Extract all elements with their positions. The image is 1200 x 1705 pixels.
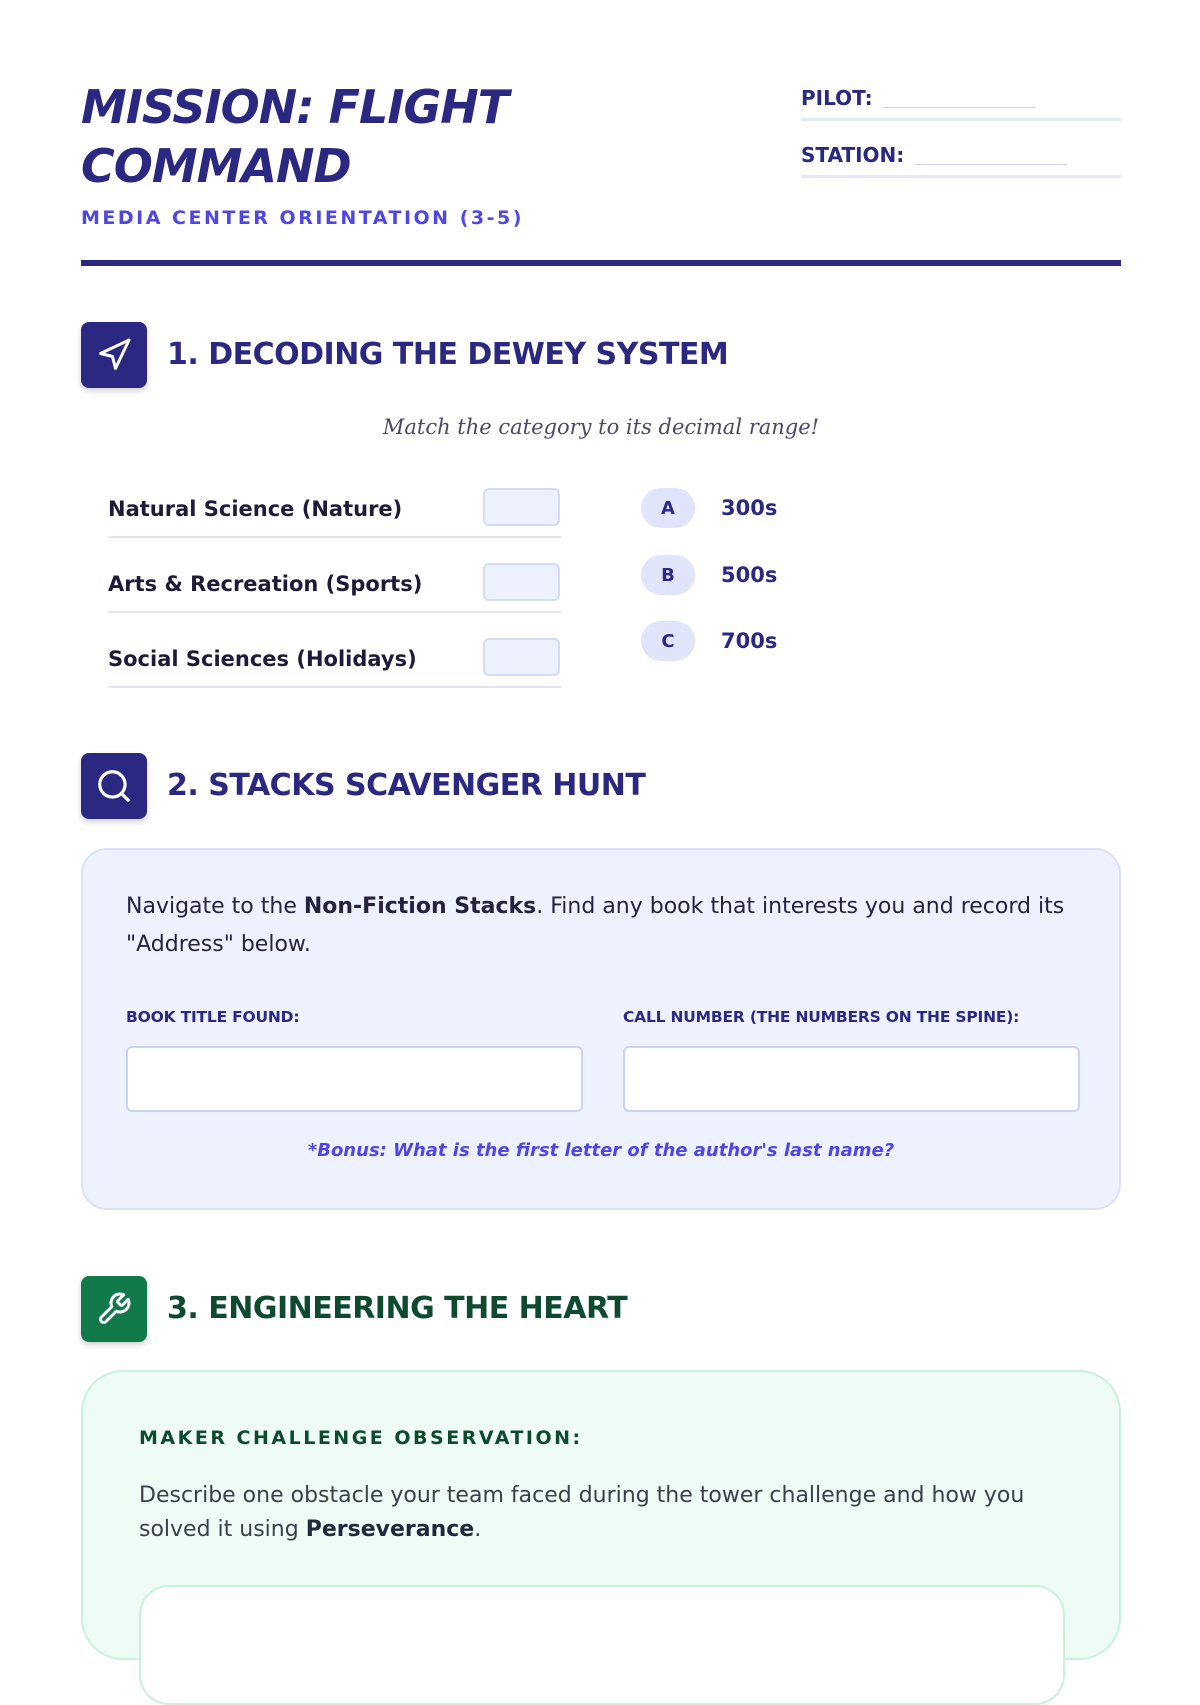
dewey-option: [641, 488, 841, 528]
answer-box[interactable]: [483, 488, 560, 526]
pilot-field[interactable]: [801, 80, 1121, 121]
option-letter-badge: A: [641, 488, 695, 528]
intro-emphasis: Non-Fiction Stacks: [303, 894, 537, 919]
dewey-match-row: [108, 488, 562, 538]
intro-text: Navigate to the: [126, 894, 304, 919]
search-icon: [81, 753, 147, 819]
prompt-text: Describe one obstacle your team faced during the tower challenge and how you solved it using: [139, 1483, 1025, 1542]
station-field[interactable]: [801, 137, 1121, 178]
intro-text: . Find any book that interests you and record its "Address" below.: [126, 894, 1065, 957]
section-3-title: 3. ENGINEERING THE HEART: [167, 1291, 628, 1326]
call-number-label: CALL NUMBER (THE NUMBERS ON THE SPINE):: [623, 1008, 1020, 1026]
option-letter-badge: B: [641, 555, 695, 595]
wrench-icon: [81, 1276, 147, 1342]
option-letter-badge: C: [641, 621, 695, 661]
category-label: Social Sciences (Holidays): [108, 647, 417, 671]
prompt-text: .: [474, 1517, 482, 1542]
scavenger-instructions: [126, 888, 1086, 964]
paper-plane-icon: [81, 322, 147, 388]
section-3-heading: [81, 1276, 1121, 1342]
book-title-input[interactable]: [126, 1046, 583, 1112]
scavenger-hunt-card: [81, 848, 1121, 1210]
answer-box[interactable]: [483, 563, 560, 601]
bonus-question: *Bonus: What is the first letter of the author's last name?: [307, 1140, 895, 1161]
maker-challenge-label: MAKER CHALLENGE OBSERVATION:: [139, 1427, 583, 1449]
worksheet-header: [81, 78, 1121, 268]
pilot-label: PILOT:: [801, 86, 873, 110]
section-2-heading: [81, 753, 1121, 819]
pilot-blank-line[interactable]: [882, 107, 1035, 108]
page-title: MISSION: FLIGHT COMMAND: [81, 80, 509, 193]
section-1-title: 1. DECODING THE DEWEY SYSTEM: [167, 337, 729, 372]
dewey-option: [641, 555, 841, 595]
dewey-match-row: [108, 563, 562, 613]
maker-answer-box[interactable]: [139, 1585, 1065, 1705]
dewey-instruction: Match the category to its decimal range!: [382, 415, 820, 439]
section-1-heading: [81, 322, 1121, 388]
option-range: 700s: [721, 629, 778, 653]
category-label: Natural Science (Nature): [108, 497, 403, 521]
header-divider: [81, 260, 1121, 266]
maker-challenge-card: [81, 1370, 1121, 1660]
prompt-emphasis: Perseverance: [305, 1517, 475, 1542]
option-range: 500s: [721, 563, 778, 587]
call-number-input[interactable]: [623, 1046, 1080, 1112]
maker-challenge-prompt: [139, 1479, 1059, 1547]
dewey-match-row: [108, 638, 562, 688]
section-2-title: 2. STACKS SCAVENGER HUNT: [167, 768, 646, 803]
answer-box[interactable]: [483, 638, 560, 676]
station-label: STATION:: [801, 143, 905, 167]
station-blank-line[interactable]: [914, 164, 1067, 165]
book-title-label: BOOK TITLE FOUND:: [126, 1008, 300, 1026]
dewey-option: [641, 621, 841, 661]
option-range: 300s: [721, 496, 778, 520]
page-subtitle: MEDIA CENTER ORIENTATION (3-5): [81, 207, 524, 229]
category-label: Arts & Recreation (Sports): [108, 572, 423, 596]
